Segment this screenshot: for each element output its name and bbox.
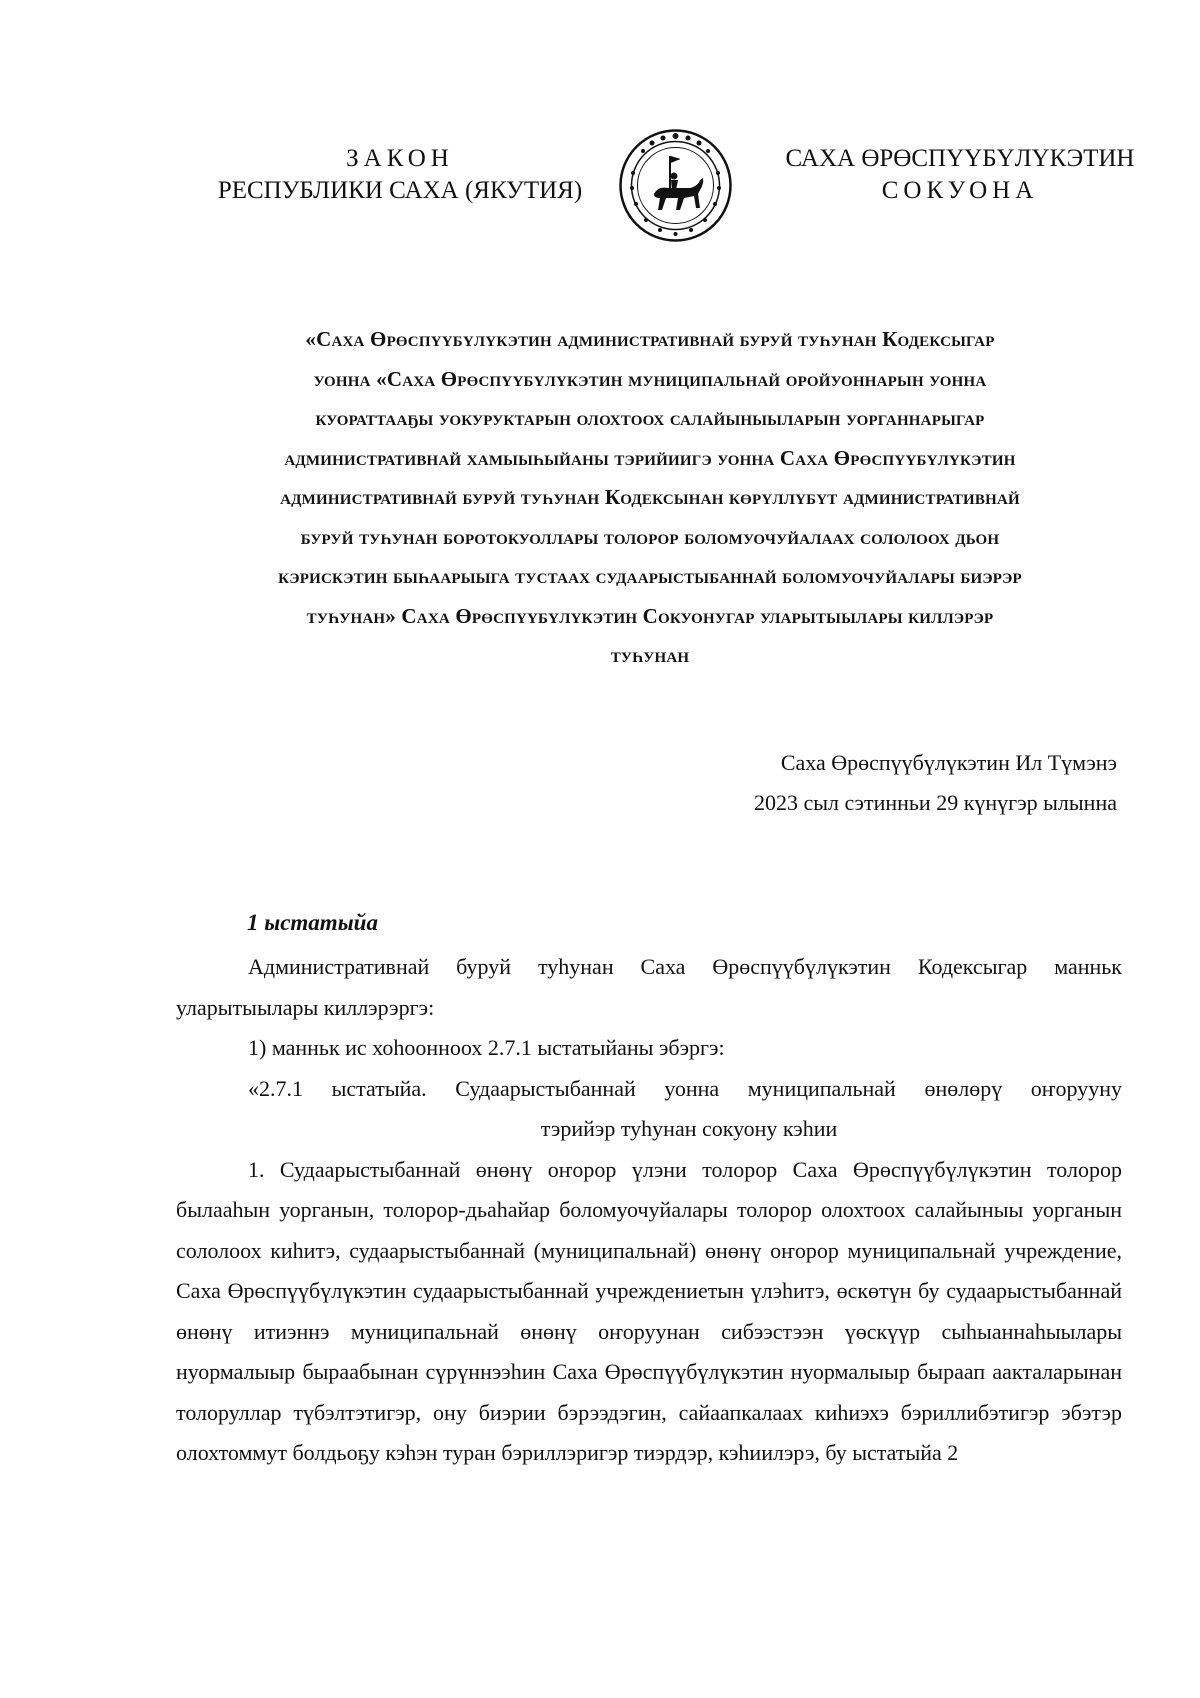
adoption-note [754, 743, 1117, 823]
header-left-title: ЗАКОН [346, 145, 454, 172]
paragraph-new-article-title-cont: тэрийэр туһунан сокуону кэһии [540, 1116, 838, 1141]
coat-of-arms-sakha-icon [618, 128, 733, 243]
header-left [190, 143, 610, 207]
article-heading: 1 ыстатыйа [247, 910, 378, 935]
title-line: буруй туһунан боротокуоллары толорор боломуочуйалаах сололоох дьон [300, 524, 1000, 549]
title-line: «Саха Өрөспүүбүлүкэтин административнай буруй туһунан Кодексыгар [305, 327, 995, 351]
paragraph-intro: Административнай буруй туһунан Саха Өрөспүүбүлүкэтин Кодексыгар манньк уларытыылары киллэрэргэ: [176, 954, 1122, 1020]
header-right [770, 143, 1150, 207]
paragraph-new-article-title: «2.7.1 ыстатыйа. Судаарыстыбаннай уонна муниципальнай өнөлөрү оҥорууну [248, 1075, 1122, 1101]
paragraph-part-1: 1. Судаарыстыбаннай өнөнү оҥорор үлэни толорор Саха Өрөспүүбүлүкэтин толорор былааһын уорганын, толорор-дьаһайар боломуочуйалары толорор олохтоох салайыныы уорганын сололоох киһитэ, судаарыстыбаннай (муниципальнай) өнөнү оҥорор муниципальнай учреждение, Саха Өрөспүүбүлүкэтин судаарыстыбаннай учреждениетын үлэһитэ, өскөтүн бу судаарыстыбаннай өнөнү итиэннэ муниципальнай өнөнү оҥоруунан сибээстээн үөскүүр сыһыаннаһыылары нуормалыыр быраабынан сүрүннээһин Саха Өрөспүүбүлүкэтин нуормалыыр быраап аакталарынан толоруллар түбэлтэтигэр, ону биэрии бэрээдэгин, сайаапкалаах киһиэхэ бэриллибэтигэр эбэтэр олохтоммут болдьоҕу кэһэн туран бэриллэригэр тиэрдэр, кэһиилэрэ, бу ыстатыйа 2 [176, 1156, 1122, 1465]
header-left-subtitle: РЕСПУБЛИКИ САХА (ЯКУТИЯ) [217, 177, 583, 204]
header-right-subtitle: СОКУОНА [881, 177, 1039, 204]
adopting-body: Саха Өрөспүүбүлүкэтин Ил Түмэнэ [780, 750, 1117, 775]
adoption-date: 2023 сыл сэтинньи 29 күнүгэр ылынна [753, 790, 1117, 815]
title-line: уонна «Саха Өрөспүүбүлүкэтин муниципальнай оройуоннарын уонна [313, 366, 987, 391]
title-line: кэрискэтин быһаарыыга тустаах судаарыстыбаннай боломуочуйалары биэрэр [278, 564, 1022, 588]
article-body [176, 947, 1122, 1474]
title-line: административнай буруй туһунан Кодексынан көрүллүбүт административнай [280, 485, 1020, 509]
title-line: куораттааҕы уокуруктарын олохтоох салайыныыларын уорганнарыгар [315, 406, 985, 430]
header-right-title: САХА ӨРӨСПҮҮБҮЛҮКЭТИН [785, 145, 1135, 172]
paragraph-item-1: 1) манньк ис хоһоонноох 2.7.1 ыстатыйаны эбэргэ: [248, 1035, 725, 1060]
law-title [170, 320, 1130, 676]
title-line: туһунан [610, 643, 690, 667]
title-line: административнай хамыыһыйаны тэрийиигэ уонна Саха Өрөспүүбүлүкэтин [284, 445, 1016, 470]
title-line: туһунан» Саха Өрөспүүбүлүкэтин Сокуонугар уларытыылары киллэрэр [306, 603, 994, 628]
